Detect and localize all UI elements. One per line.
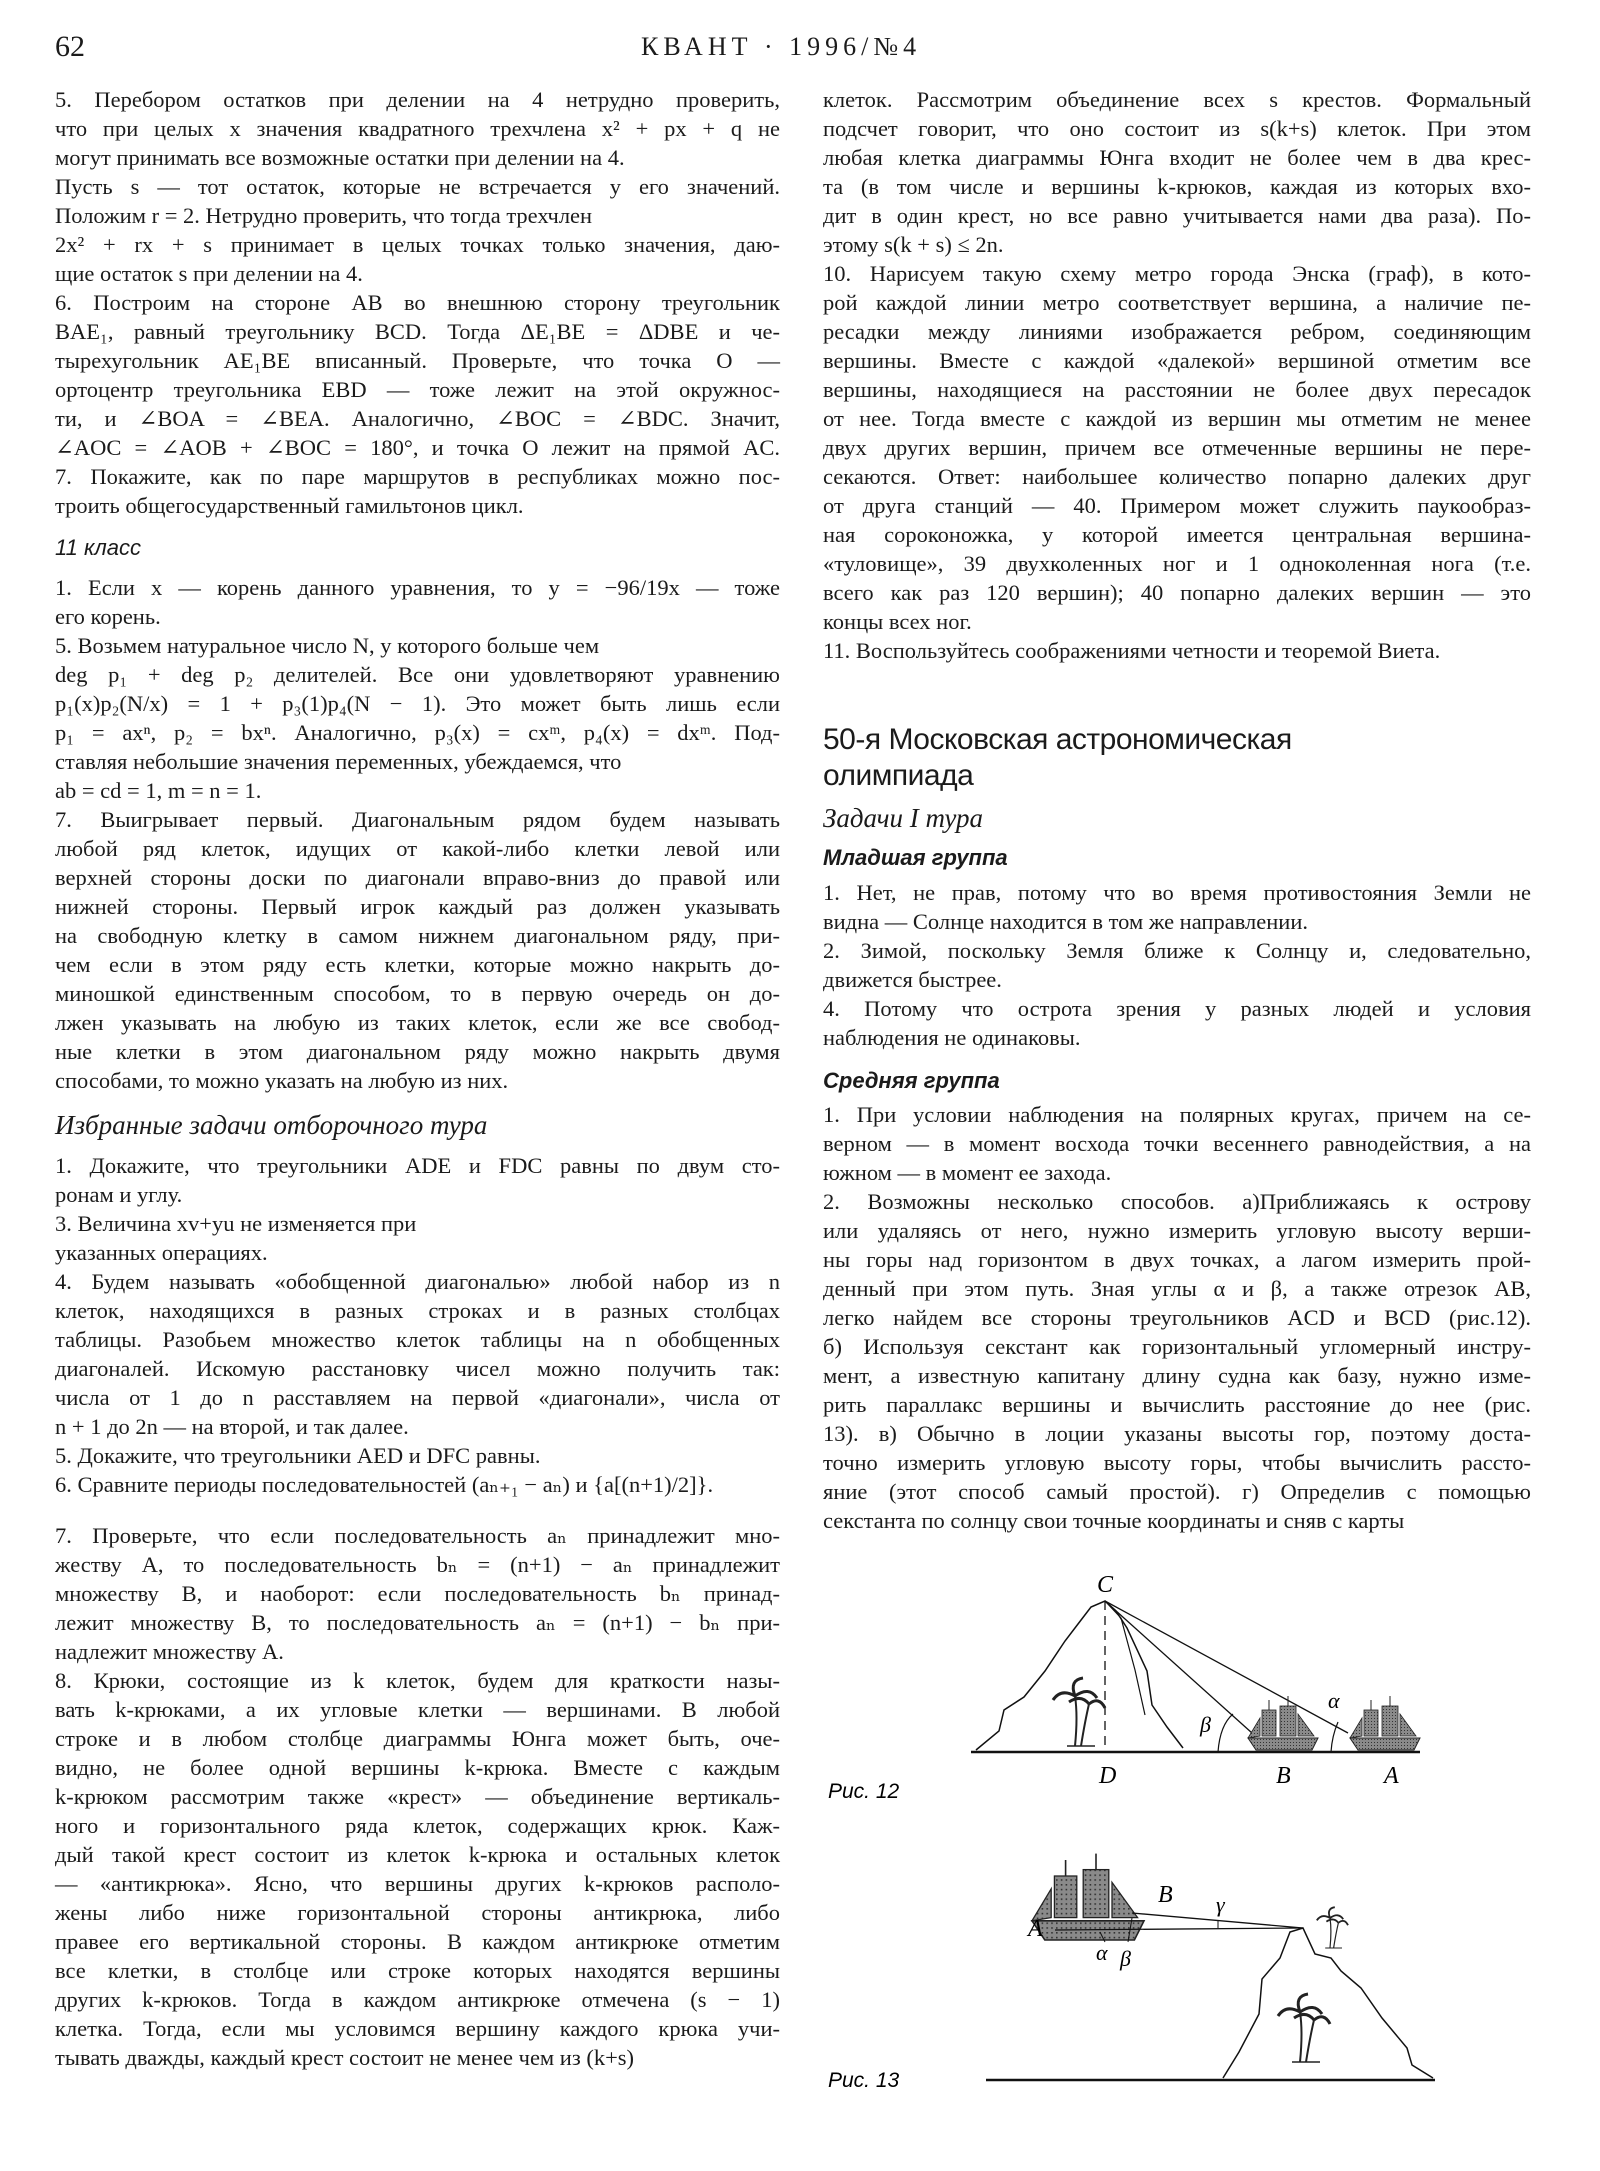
text-line: все клетки, в столбце или строке которых находятся вершины: [55, 1958, 780, 1983]
text-line: 2. Возможны несколько способов. а)Приближаясь к острову: [823, 1189, 1531, 1214]
text-line: Пусть s — тот остаток, которые не встречается у его значений.: [55, 174, 780, 199]
text-line: точно измерить угловую высоту горы, чтобы вычислить рассто-: [823, 1450, 1531, 1475]
text-line: клетка. Тогда, если мы условимся вершину каждого крюка учи-: [55, 2016, 780, 2041]
text-line: способами, то можно указать на любую из них.: [55, 1068, 509, 1093]
text-line: 11. Воспользуйтесь соображениями четности и теоремой Виета.: [823, 638, 1441, 663]
text-line: что при целых x значения квадратного трехчлена x² + px + q не: [55, 116, 780, 141]
text-line: тырехугольник AE₁BE вписанный. Проверьте, что точка O —: [55, 348, 780, 373]
text-line: 13). в) Обычно в лоции указаны высоты гор, поэтому доста-: [823, 1421, 1531, 1446]
text-line: 2. Зимой, поскольку Земля ближе к Солнцу и, следовательно,: [823, 938, 1531, 963]
section-heading-selected: Избранные задачи отборочного тура: [55, 1110, 488, 1140]
label-a: A: [1028, 1916, 1043, 1942]
text-line: 5. Докажите, что треугольники AED и DFC равны.: [55, 1443, 541, 1468]
text-line: p₁ = axⁿ, p₂ = bxⁿ. Аналогично, p₃(x) = cxᵐ, p₄(x) = dxᵐ. Под-: [55, 720, 780, 745]
text-line: ные клетки в этом диагональном ряду можно накрыть двумя: [55, 1039, 780, 1064]
text-line: 1. При условии наблюдения на полярных кругах, причем на се-: [823, 1102, 1531, 1127]
text-line: правее его вертикальной стороны. В каждом антикрюке отметим: [55, 1929, 780, 1954]
text-line: или удаляясь от него, нужно измерить угловую высоту верши-: [823, 1218, 1531, 1243]
text-line: концы всех ног.: [823, 609, 972, 634]
text-line: 5. Возьмем натуральное число N, у которого больше чем: [55, 633, 600, 658]
text-line: б) Используя секстант как горизонтальный угломерный инстру-: [823, 1334, 1531, 1359]
text-line: BAE₁, равный треугольнику BCD. Тогда ΔE₁BE = ΔDBE и че-: [55, 319, 780, 344]
text-line: ного и горизонтального ряда клеток, содержащих крюк. Каж-: [55, 1813, 780, 1838]
answers-grade10-block: [55, 85, 780, 520]
text-line: яние (этот способ самый простой). г) Определив с помощью: [823, 1479, 1531, 1504]
sight-line-a: [1105, 1601, 1348, 1733]
text-line: 6. Построим на стороне AB во внешнюю сторону треугольник: [55, 290, 780, 315]
angle-arc-beta: [1218, 1714, 1233, 1752]
label-c: C: [1097, 1572, 1114, 1598]
text-line: лежит множеству B, то последовательность aₙ = (n+1) − bₙ при-: [55, 1610, 780, 1635]
text-line: клеток. Рассмотрим объединение всех s крестов. Формальный: [823, 87, 1531, 112]
text-line: денный при этом путь. Зная углы α и β, а также отрезок AB,: [823, 1276, 1531, 1301]
article-title: [823, 722, 1531, 794]
text-line: 4. Будем называть «обобщенной диагональю» любой набор из n: [55, 1269, 780, 1294]
text-line: движется быстрее.: [823, 967, 1002, 992]
text-line: дый такой крест состоит из клеток k-крюка и остальных клеток: [55, 1842, 780, 1867]
text-line: могут принимать все возможные остатки при делении на 4.: [55, 145, 625, 170]
text-line: вершины, находящиеся на расстоянии не более двух пересадок: [823, 377, 1531, 402]
island-outline: [1223, 1928, 1433, 2078]
text-line: — «антикрюка». Ясно, что вершины других k-крюков располо-: [55, 1871, 780, 1896]
text-line: ны горы над горизонтом в двух точках, а лагом измерить прой-: [823, 1247, 1531, 1272]
text-line: троить общегосударственный гамильтонов цикл.: [55, 493, 524, 518]
label-alpha: α: [1328, 1688, 1340, 1713]
text-line: множеству B, и наоборот: если последовательность bₙ принад-: [55, 1581, 780, 1606]
text-line: секстанта по солнцу свои точные координаты и сняв с карты: [823, 1508, 1405, 1533]
figure-13-caption: Рис. 13: [828, 2069, 900, 2092]
text-line: 2x² + rx + s принимает в целых точках только значения, даю-: [55, 232, 780, 257]
page-number: 62: [55, 30, 85, 63]
ship-icon-a: [1350, 1696, 1420, 1750]
text-line: секаются. Ответ: наибольшее количество попарно далеких друг: [823, 464, 1531, 489]
text-line: k-крюком рассмотрим также «крест» — объединение вертикаль-: [55, 1784, 780, 1809]
section-heading-grade11: 11 класс: [55, 535, 141, 560]
text-line: 7. Выигрывает первый. Диагональным рядом будем называть: [55, 807, 780, 832]
text-line: n + 1 до 2n — на второй, и так далее.: [55, 1414, 409, 1439]
text-line: та (в том числе и вершины k-крюков, каждая из которых вхо-: [823, 174, 1531, 199]
text-line: видно, не более одной вершины k-крюка. Вместе с каждым: [55, 1755, 780, 1780]
text-line: ∠AOC = ∠AOB + ∠BOC = 180°, и точка O лежит на прямой AC.: [55, 435, 780, 460]
text-line: миношкой единственным способом, то в первую очередь он до-: [55, 981, 780, 1006]
text-line: 1. Если x — корень данного уравнения, то y = −96/19x — тоже: [55, 575, 780, 600]
text-line: вать k-крюками, а их угловые клетки — вершинами. В любой: [55, 1697, 780, 1722]
text-line: жеству A, то последовательность bₙ = (n+1) − aₙ принадлежит: [55, 1552, 780, 1577]
text-line: рить параллакс вершины и вычислить расстояние до нее (рис.: [823, 1392, 1531, 1417]
answers-grade11-block: [55, 573, 780, 1095]
middle-answers-block: [823, 1100, 1531, 1535]
running-title: КВАНТ · 1996/№4: [641, 32, 922, 61]
text-line: ная сороконожка, у которой имеется центральная вершина-: [823, 522, 1531, 547]
article-title-line: олимпиада: [823, 759, 974, 792]
figure-12-caption: Рис. 12: [828, 1780, 900, 1803]
text-line: 6. Сравните периоды последовательностей (aₙ₊₁ − aₙ) и {a[(n+1)/2]}.: [55, 1472, 714, 1497]
text-line: ресадки между линиями изображается ребром, соединяющим: [823, 319, 1531, 344]
text-line: 1. Докажите, что треугольники ADE и FDC равны по двум сто-: [55, 1153, 780, 1178]
figures-area: [800, 1500, 1600, 2171]
selected-problem-7: [55, 1521, 780, 1666]
text-line: строке и в любом столбце диаграммы Юнга может быть, оче-: [55, 1726, 780, 1751]
text-line: нижней стороны. Первый игрок каждый раз должен указывать: [55, 894, 780, 919]
text-line: вершины. Вместе с каждой «далекой» вершиной отметим все: [823, 348, 1531, 373]
continuation-block: [823, 85, 1531, 665]
palm-tree-icon: [1317, 1907, 1348, 1948]
figure-12: [828, 1572, 1420, 1803]
group-heading-junior: Младшая группа: [823, 845, 1008, 870]
text-line: щие остаток s при делении на 4.: [55, 261, 363, 286]
text-line: легко найдем все стороны треугольников ACD и BCD (рис.12).: [823, 1305, 1531, 1330]
label-beta: β: [1120, 1946, 1131, 1971]
ship-icon-b: [1248, 1696, 1318, 1750]
text-line: ти, и ∠BOA = ∠BEA. Аналогично, ∠BOC = ∠BDC. Значит,: [55, 406, 780, 431]
text-line: от нее. Тогда вместе с каждой из вершин мы отметим не менее: [823, 406, 1531, 431]
label-b: B: [1158, 1882, 1173, 1908]
text-line: видна — Солнце находится в том же направлении.: [823, 909, 1308, 934]
text-line: тывать дважды, каждый крест состоит не менее чем из (k+s): [55, 2045, 635, 2070]
text-line: верном — в момент восхода точки весеннего равнодействия, а на: [823, 1131, 1531, 1156]
mountain-outline: [976, 1601, 1183, 1750]
text-line: жены либо ниже горизонтальной стороны антикрюка, либо: [55, 1900, 780, 1925]
text-line: южном — в момент ее захода.: [823, 1160, 1112, 1185]
text-line: 4. Потому что острота зрения у разных людей и условия: [823, 996, 1531, 1021]
text-line: 10. Нарисуем такую схему метро города Энска (граф), в кото-: [823, 261, 1531, 286]
text-line: deg p₁ + deg p₂ делителей. Все они удовлетворяют уравнению: [55, 662, 780, 687]
text-line: наблюдения не одинаковы.: [823, 1025, 1081, 1050]
label-gamma: γ: [1216, 1892, 1225, 1917]
sight-line-b: [1105, 1601, 1252, 1733]
text-line: ab = cd = 1, m = n = 1.: [55, 778, 262, 803]
text-line: других k-крюков. Тогда в каждом антикрюке отмечена (s − 1): [55, 1987, 780, 2012]
text-line: ставляя небольшие значения переменных, убеждаемся, что: [55, 749, 622, 774]
text-line: p₁(x)p₂(N/x) = 1 + p₃(1)p₄(N − 1). Это может быть лишь если: [55, 691, 780, 716]
text-line: надлежит множеству A.: [55, 1639, 284, 1664]
text-line: 1. Нет, не прав, потому что во время противостояния Земли не: [823, 880, 1531, 905]
text-line: его корень.: [55, 604, 161, 629]
text-line: ронам и углу.: [55, 1182, 183, 1207]
group-heading-middle: Средняя группа: [823, 1068, 1000, 1093]
text-line: 7. Покажите, как по паре маршрутов в республиках можно пос-: [55, 464, 780, 489]
text-line: рой каждой линии метро соответствует вершина, а наличие пе-: [823, 290, 1531, 315]
text-line: верхней стороны доски по диагонали вправо-вниз до правой или: [55, 865, 780, 890]
label-b: B: [1276, 1763, 1291, 1789]
text-line: клеток, находящихся в разных строках и в разных столбцах: [55, 1298, 780, 1323]
text-line: 7. Проверьте, что если последовательность aₙ принадлежит мно-: [55, 1523, 780, 1548]
palm-tree-icon: [1278, 1994, 1330, 2062]
text-line: любая клетка диаграммы Юнга входит не более чем в два крес-: [823, 145, 1531, 170]
text-line: от друга станций — 40. Примером может служить паукообраз-: [823, 493, 1531, 518]
text-line: ортоцентр треугольника EBD — тоже лежит на этой окружнос-: [55, 377, 780, 402]
figure-13: [828, 1854, 1435, 2092]
text-line: мент, а известную капитану длину судна как базу, нужно изме-: [823, 1363, 1531, 1388]
text-line: «туловище», 39 двухколенных ног и 1 одноколенная нога (т.е.: [823, 551, 1531, 576]
subtitle-round1: Задачи I тура: [823, 803, 983, 833]
text-line: чем если в этом ряду есть клетки, которые можно накрыть до-: [55, 952, 780, 977]
article-title-line: 50-я Московская астрономическая: [823, 723, 1292, 756]
label-alpha: α: [1096, 1940, 1108, 1965]
text-line: таблицы. Разобьем множество клеток таблицы на n обобщенных: [55, 1327, 780, 1352]
selected-problems-block: [55, 1151, 780, 1499]
selected-problem-8: [55, 1666, 780, 2072]
text-line: 3. Величина xv+yu не изменяется при: [55, 1211, 417, 1236]
text-line: двух других вершин, причем все отмеченные вершины не пере-: [823, 435, 1531, 460]
text-line: 5. Перебором остатков при делении на 4 нетрудно проверить,: [55, 87, 780, 112]
label-a: A: [1384, 1763, 1399, 1789]
text-line: 8. Крюки, состоящие из k клеток, будем для краткости назы-: [55, 1668, 780, 1693]
label-beta: β: [1200, 1712, 1211, 1737]
junior-answers-block: [823, 878, 1531, 1052]
text-line: диагоналей. Искомую расстановку чисел можно получить так:: [55, 1356, 780, 1381]
text-line: числа от 1 до n расставляем на первой «диагонали», числа от: [55, 1385, 780, 1410]
text-line: на свободную клетку в самом нижнем диагональном ряду, при-: [55, 923, 780, 948]
text-line: этому s(k + s) ≤ 2n.: [823, 232, 1004, 257]
text-line: лжен указывать на любую из таких клеток, если же все свобод-: [55, 1010, 780, 1035]
text-line: любой ряд клеток, идущих от какой-либо клетки левой или: [55, 836, 780, 861]
palm-tree-icon: [1053, 1678, 1105, 1746]
text-line: дит в один крест, но все равно учитывается нами два раза). По-: [823, 203, 1531, 228]
ship-icon: [1032, 1854, 1144, 1940]
text-line: указанных операциях.: [55, 1240, 268, 1265]
text-line: подсчет говорит, что оно состоит из s(k+s) клеток. При этом: [823, 116, 1531, 141]
text-line: Положим r = 2. Нетрудно проверить, что тогда трехчлен: [55, 203, 593, 228]
label-d: D: [1099, 1763, 1117, 1789]
text-line: всего как раз 120 вершин); 40 попарно далеких вершин — это: [823, 580, 1531, 605]
